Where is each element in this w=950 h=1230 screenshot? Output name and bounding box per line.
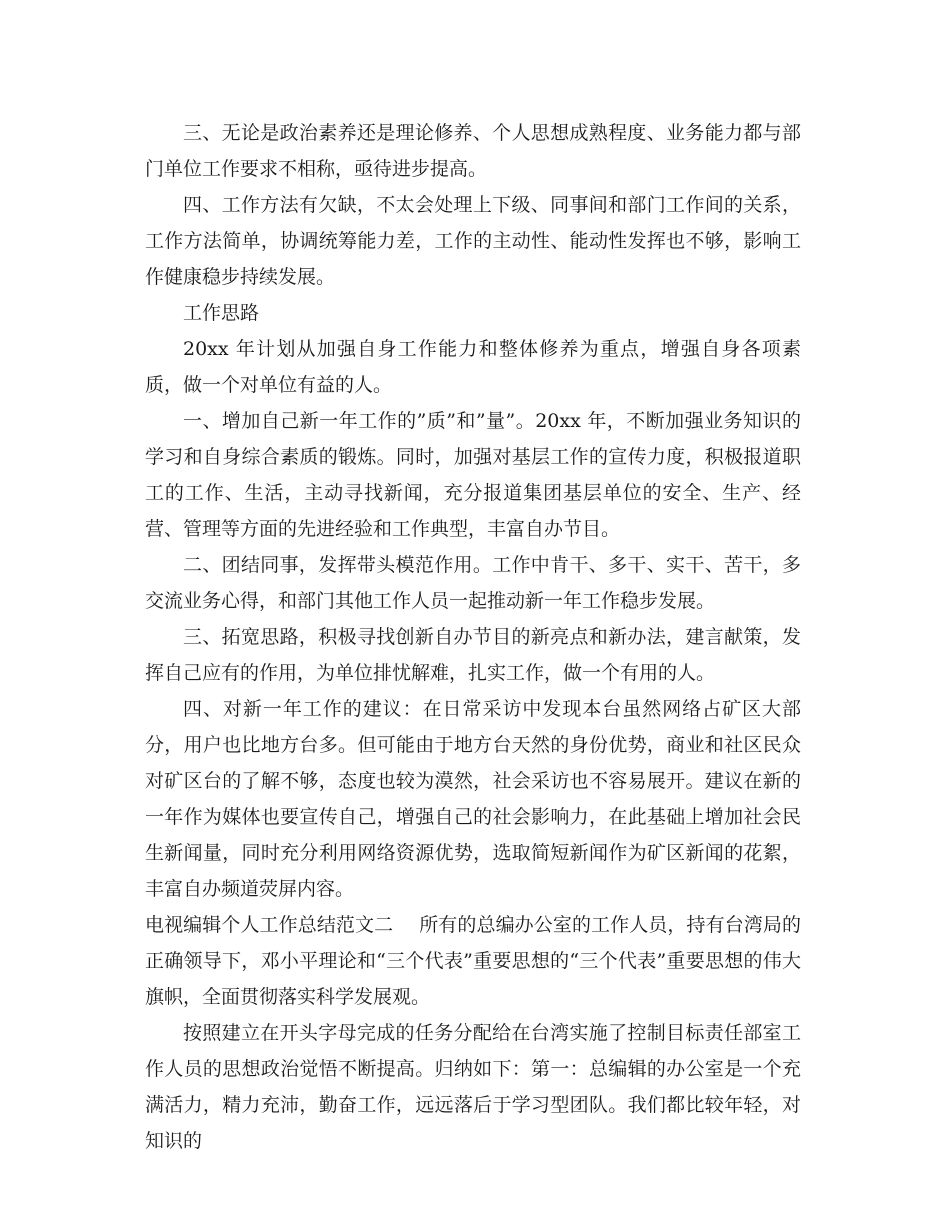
paragraph-6: 三、拓宽思路，积极寻找创新自办节目的新亮点和新办法，建言献策，发挥自己应有的作用，为单位排忧解难，扎实工作，做一个有用的人。 bbox=[145, 626, 801, 684]
heading-work-ideas: 工作思路 bbox=[183, 302, 260, 324]
paragraph-3: 20xx 年计划从加强自身工作能力和整体修养为重点，增强自身各项素质，做一个对单位有益的人。 bbox=[145, 338, 801, 396]
section-paragraph bbox=[145, 907, 801, 1015]
paragraph-7: 四、对新一年工作的建议：在日常采访中发现本台虽然网络占矿区大部分，用户也比地方台多。但可能由于地方台天然的身份优势，商业和社区民众对矿区台的了解不够，态度也较为漠然，社会采访也不容易展开。建议在新的一年作为媒体也要宣传自己，增强自己的社会影响力，在此基础上增加社会民生新闻量，同时充分利用网络资源优势，选取简短新闻作为矿区新闻的花絮，丰富自办频道荧屏内容。 bbox=[145, 698, 801, 900]
section-title: 电视编辑个人工作总结范文二 bbox=[145, 914, 394, 936]
paragraph-last: 按照建立在开头字母完成的任务分配给在台湾实施了控制目标责任部室工作人员的思想政治觉悟不断提高。归纳如下：第一：总编辑的办公室是一个充满活力，精力充沛，勤奋工作，远远落后于学习型团队。我们都比较年轻，对知识的 bbox=[145, 1022, 801, 1152]
paragraph-1: 三、无论是政治素养还是理论修养、个人思想成熟程度、业务能力都与部门单位工作要求不相称，亟待进步提高。 bbox=[145, 122, 801, 180]
section-intro: 所有的总编办公室的工作人员，持有台湾局的正确领导下，邓小平理论和“三个代表”重要思想的“三个代表”重要思想的伟大旗帜，全面贯彻落实科学发展观。 bbox=[145, 914, 801, 1008]
paragraph-5: 二、团结同事，发挥带头模范作用。工作中肯干、多干、实干、苦干，多交流业务心得，和部门其他工作人员一起推动新一年工作稳步发展。 bbox=[145, 554, 801, 612]
paragraph-2: 四、工作方法有欠缺，不太会处理上下级、同事间和部门工作间的关系，工作方法简单，协调统筹能力差，工作的主动性、能动性发挥也不够，影响工作健康稳步持续发展。 bbox=[145, 194, 801, 288]
paragraph-4: 一、增加自己新一年工作的”质”和”量”。20xx 年，不断加强业务知识的学习和自身综合素质的锻炼。同时，加强对基层工作的宣传力度，积极报道职工的工作、生活，主动寻找新闻，充分报道集团基层单位的安全、生产、经营、管理等方面的先进经验和工作典型，丰富自办节目。 bbox=[145, 410, 801, 540]
document-page bbox=[145, 115, 801, 1159]
